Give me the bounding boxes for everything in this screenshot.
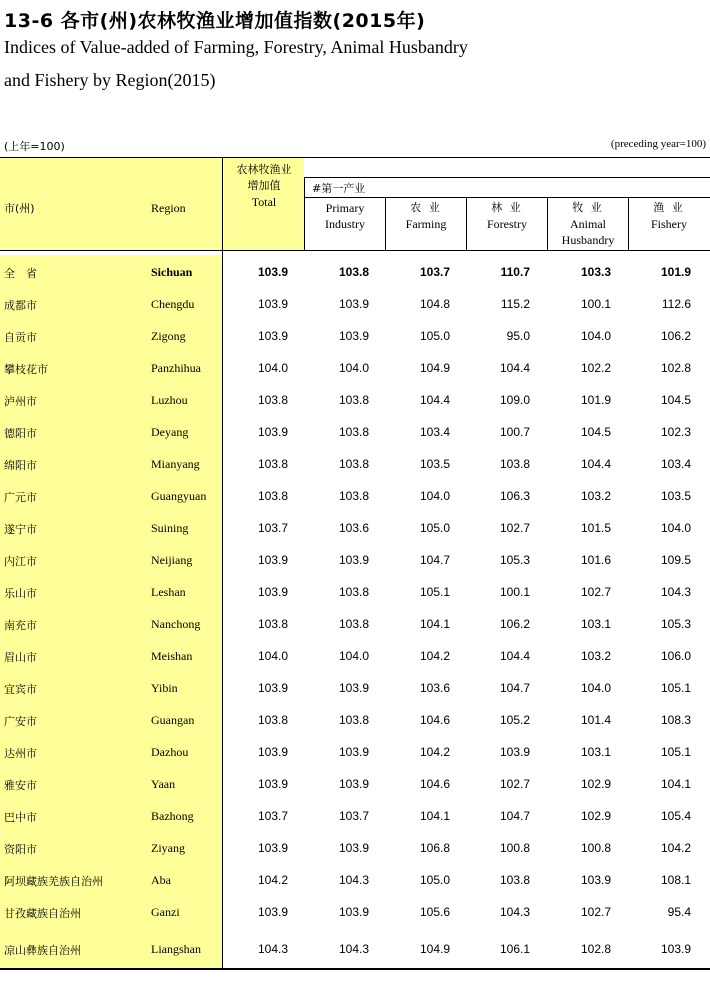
value-primary: 103.8 (338, 393, 369, 407)
value-primary: 103.8 (338, 713, 369, 727)
table-row (0, 933, 710, 965)
table-row (0, 576, 710, 608)
value-fishery: 105.1 (660, 681, 691, 695)
value-total: 103.9 (257, 681, 288, 695)
value-animal: 102.9 (580, 777, 611, 791)
table-row (0, 736, 710, 768)
value-forestry: 102.7 (499, 777, 530, 791)
table-row (0, 544, 710, 576)
region-en: Guangan (151, 713, 195, 727)
header-region-cn: 市(州) (4, 202, 35, 215)
region-cn: 巴中市 (4, 811, 37, 824)
header-region-en: Region (151, 201, 186, 215)
region-en: Ziyang (151, 841, 185, 855)
value-fishery: 104.0 (660, 521, 691, 535)
header-animal-husbandry: 牧 业 Animal Husbandry (561, 201, 615, 247)
value-farming: 105.0 (419, 873, 450, 887)
value-farming: 104.1 (419, 809, 450, 823)
region-en: Leshan (151, 585, 186, 599)
value-total: 103.9 (257, 905, 288, 919)
value-total: 103.8 (257, 489, 288, 503)
region-en: Aba (151, 873, 171, 887)
value-animal: 102.9 (580, 809, 611, 823)
table-row (0, 384, 710, 416)
value-primary: 103.7 (338, 809, 369, 823)
value-total: 103.8 (257, 457, 288, 471)
region-cn: 南充市 (4, 619, 37, 632)
table-row (0, 448, 710, 480)
table-row (0, 896, 710, 928)
value-forestry: 95.0 (506, 329, 530, 343)
value-farming: 104.7 (419, 553, 450, 567)
value-primary: 103.9 (338, 777, 369, 791)
value-animal: 103.2 (580, 649, 611, 663)
value-primary: 103.9 (338, 905, 369, 919)
table-row (0, 416, 710, 448)
region-en: Guangyuan (151, 489, 207, 503)
value-total: 103.7 (257, 809, 288, 823)
value-farming: 104.4 (419, 393, 450, 407)
table-row (0, 512, 710, 544)
value-forestry: 102.7 (499, 521, 530, 535)
value-animal: 104.5 (580, 425, 611, 439)
region-en: Chengdu (151, 297, 195, 311)
value-total: 103.8 (257, 393, 288, 407)
value-animal: 102.2 (580, 361, 611, 375)
region-en: Nanchong (151, 617, 201, 631)
region-cn: 德阳市 (4, 427, 37, 440)
region-en: Suining (151, 521, 189, 535)
value-fishery: 112.6 (661, 297, 691, 311)
value-primary: 103.8 (338, 265, 369, 279)
value-total: 104.0 (257, 361, 288, 375)
table-row (0, 832, 710, 864)
value-fishery: 104.2 (660, 841, 691, 855)
value-fishery: 104.5 (660, 393, 691, 407)
region-cn: 凉山彝族自治州 (4, 944, 81, 957)
unit-note-cn: (上年=100) (4, 140, 65, 153)
region-en: Mianyang (151, 457, 200, 471)
value-farming: 103.6 (419, 681, 450, 695)
value-fishery: 104.1 (660, 777, 691, 791)
value-animal: 101.9 (580, 393, 611, 407)
page-title-en-line2: and Fishery by Region(2015) (4, 70, 216, 90)
value-fishery: 106.2 (660, 329, 691, 343)
value-forestry: 103.9 (499, 745, 530, 759)
value-farming: 104.9 (419, 942, 450, 956)
region-cn: 广元市 (4, 491, 37, 504)
value-forestry: 100.1 (499, 585, 530, 599)
table-row-province-total (0, 256, 710, 288)
value-primary: 103.8 (338, 617, 369, 631)
table-row (0, 640, 710, 672)
value-primary: 103.9 (338, 329, 369, 343)
value-farming: 105.0 (419, 329, 450, 343)
value-forestry: 110.7 (500, 265, 530, 279)
value-fishery: 104.3 (660, 585, 691, 599)
value-primary: 103.8 (338, 457, 369, 471)
value-animal: 103.1 (580, 617, 611, 631)
subheader-rule (304, 197, 710, 198)
region-en: Yaan (151, 777, 176, 791)
region-cn: 资阳市 (4, 843, 37, 856)
value-fishery: 108.3 (660, 713, 691, 727)
value-animal: 102.8 (580, 942, 611, 956)
region-cn: 自贡市 (4, 331, 37, 344)
value-farming: 105.1 (419, 585, 450, 599)
value-forestry: 106.1 (499, 942, 530, 956)
page-title-en-line1: Indices of Value-added of Farming, Forestry, Animal Husbandry (4, 37, 468, 57)
value-animal: 100.1 (580, 297, 611, 311)
value-forestry: 103.8 (499, 873, 530, 887)
value-animal: 104.0 (580, 681, 611, 695)
value-farming: 103.4 (419, 425, 450, 439)
value-forestry: 100.8 (499, 841, 530, 855)
value-primary: 104.0 (338, 649, 369, 663)
page-title-cn: 13-6 各市(州)农林牧渔业增加值指数(2015年) (4, 10, 426, 32)
header-primary: Primary Industry (325, 201, 365, 231)
table-row (0, 352, 710, 384)
region-cn: 雅安市 (4, 779, 37, 792)
value-fishery: 102.3 (660, 425, 691, 439)
value-farming: 104.2 (419, 649, 450, 663)
value-animal: 103.1 (580, 745, 611, 759)
value-farming: 104.6 (419, 777, 450, 791)
value-total: 103.9 (257, 585, 288, 599)
table-row (0, 704, 710, 736)
table-row (0, 864, 710, 896)
value-animal: 103.3 (580, 265, 611, 279)
region-en: Panzhihua (151, 361, 201, 375)
value-total: 103.9 (257, 425, 288, 439)
value-forestry: 109.0 (499, 393, 530, 407)
value-forestry: 106.2 (499, 617, 530, 631)
header-farming: 农 业 Farming (405, 201, 447, 231)
value-forestry: 100.7 (499, 425, 530, 439)
table-row (0, 320, 710, 352)
table-row (0, 768, 710, 800)
value-fishery: 105.1 (660, 745, 691, 759)
value-animal: 104.0 (580, 329, 611, 343)
value-animal: 101.6 (580, 553, 611, 567)
value-fishery: 103.5 (660, 489, 691, 503)
region-en: Bazhong (151, 809, 194, 823)
region-cn: 遂宁市 (4, 523, 37, 536)
value-primary: 104.0 (338, 361, 369, 375)
value-total: 103.8 (257, 617, 288, 631)
table-top-rule (0, 157, 710, 158)
primary-group-rule (304, 177, 710, 178)
region-cn: 全 省 (4, 267, 37, 280)
value-farming: 106.8 (419, 841, 450, 855)
value-farming: 104.9 (419, 361, 450, 375)
region-cn: 成都市 (4, 299, 37, 312)
value-fishery: 101.9 (660, 265, 691, 279)
region-cn: 阿坝藏族羌族自治州 (4, 875, 103, 888)
value-total: 103.9 (257, 841, 288, 855)
value-primary: 103.6 (338, 521, 369, 535)
value-forestry: 104.4 (499, 361, 530, 375)
value-total: 103.9 (257, 777, 288, 791)
value-fishery: 103.9 (660, 942, 691, 956)
value-fishery: 103.4 (660, 457, 691, 471)
value-forestry: 103.8 (499, 457, 530, 471)
region-en: Zigong (151, 329, 186, 343)
region-en: Meishan (151, 649, 193, 663)
value-primary: 103.9 (338, 681, 369, 695)
header-forestry: 林 业 Forestry (487, 201, 527, 231)
region-cn: 达州市 (4, 747, 37, 760)
value-animal: 100.8 (580, 841, 611, 855)
table-bottom-rule (0, 968, 710, 970)
value-animal: 102.7 (580, 905, 611, 919)
value-fishery: 105.3 (660, 617, 691, 631)
region-cn: 内江市 (4, 555, 37, 568)
value-total: 103.9 (257, 329, 288, 343)
value-primary: 103.8 (338, 585, 369, 599)
table-row (0, 480, 710, 512)
value-animal: 103.2 (580, 489, 611, 503)
table-row (0, 800, 710, 832)
value-primary: 103.9 (338, 841, 369, 855)
value-fishery: 105.4 (660, 809, 691, 823)
value-primary: 104.3 (338, 942, 369, 956)
region-en: Neijiang (151, 553, 193, 567)
value-fishery: 109.5 (660, 553, 691, 567)
value-farming: 104.6 (419, 713, 450, 727)
region-cn: 甘孜藏族自治州 (4, 907, 81, 920)
value-farming: 104.8 (419, 297, 450, 311)
value-total: 103.9 (257, 745, 288, 759)
value-forestry: 104.7 (499, 681, 530, 695)
value-forestry: 104.7 (499, 809, 530, 823)
value-animal: 102.7 (580, 585, 611, 599)
value-total: 103.8 (257, 713, 288, 727)
value-animal: 101.4 (580, 713, 611, 727)
header-total: 农林牧渔业 增加值 Total (236, 163, 292, 209)
value-primary: 103.9 (338, 745, 369, 759)
region-cn: 泸州市 (4, 395, 37, 408)
value-total: 104.0 (257, 649, 288, 663)
region-en: Deyang (151, 425, 189, 439)
value-total: 104.3 (257, 942, 288, 956)
value-farming: 103.5 (419, 457, 450, 471)
value-total: 103.9 (257, 553, 288, 567)
header-bottom-rule (0, 250, 710, 251)
value-primary: 104.3 (338, 873, 369, 887)
value-primary: 103.8 (338, 489, 369, 503)
region-en: Dazhou (151, 745, 189, 759)
value-animal: 103.9 (580, 873, 611, 887)
value-forestry: 106.3 (499, 489, 530, 503)
header-fishery: 渔 业 Fishery (651, 201, 687, 231)
region-en: Liangshan (151, 942, 201, 956)
value-forestry: 115.2 (500, 297, 530, 311)
region-en: Yibin (151, 681, 178, 695)
table-row (0, 672, 710, 704)
region-en: Luzhou (151, 393, 188, 407)
value-primary: 103.9 (338, 553, 369, 567)
region-cn: 眉山市 (4, 651, 37, 664)
table-row (0, 288, 710, 320)
value-total: 103.7 (257, 521, 288, 535)
value-animal: 104.4 (580, 457, 611, 471)
region-cn: 广安市 (4, 715, 37, 728)
value-total: 104.2 (257, 873, 288, 887)
value-farming: 105.6 (419, 905, 450, 919)
value-animal: 101.5 (580, 521, 611, 535)
region-cn: 攀枝花市 (4, 363, 48, 376)
unit-note-en: (preceding year=100) (610, 138, 706, 150)
value-primary: 103.8 (338, 425, 369, 439)
value-forestry: 105.3 (499, 553, 530, 567)
header-primary-group: #第一产业 (312, 182, 366, 195)
region-cn: 宜宾市 (4, 683, 37, 696)
region-en: Sichuan (151, 265, 193, 279)
value-farming: 103.7 (419, 265, 450, 279)
value-fishery: 106.0 (660, 649, 691, 663)
value-farming: 104.2 (419, 745, 450, 759)
value-fishery: 95.4 (667, 905, 691, 919)
value-total: 103.9 (257, 297, 288, 311)
region-cn: 乐山市 (4, 587, 37, 600)
value-forestry: 104.4 (499, 649, 530, 663)
region-en: Ganzi (151, 905, 180, 919)
value-total: 103.9 (257, 265, 288, 279)
value-fishery: 108.1 (660, 873, 691, 887)
region-cn: 绵阳市 (4, 459, 37, 472)
value-primary: 103.9 (338, 297, 369, 311)
value-farming: 104.0 (419, 489, 450, 503)
table-row (0, 608, 710, 640)
value-forestry: 105.2 (499, 713, 530, 727)
value-farming: 105.0 (419, 521, 450, 535)
value-forestry: 104.3 (499, 905, 530, 919)
value-fishery: 102.8 (660, 361, 691, 375)
value-farming: 104.1 (419, 617, 450, 631)
